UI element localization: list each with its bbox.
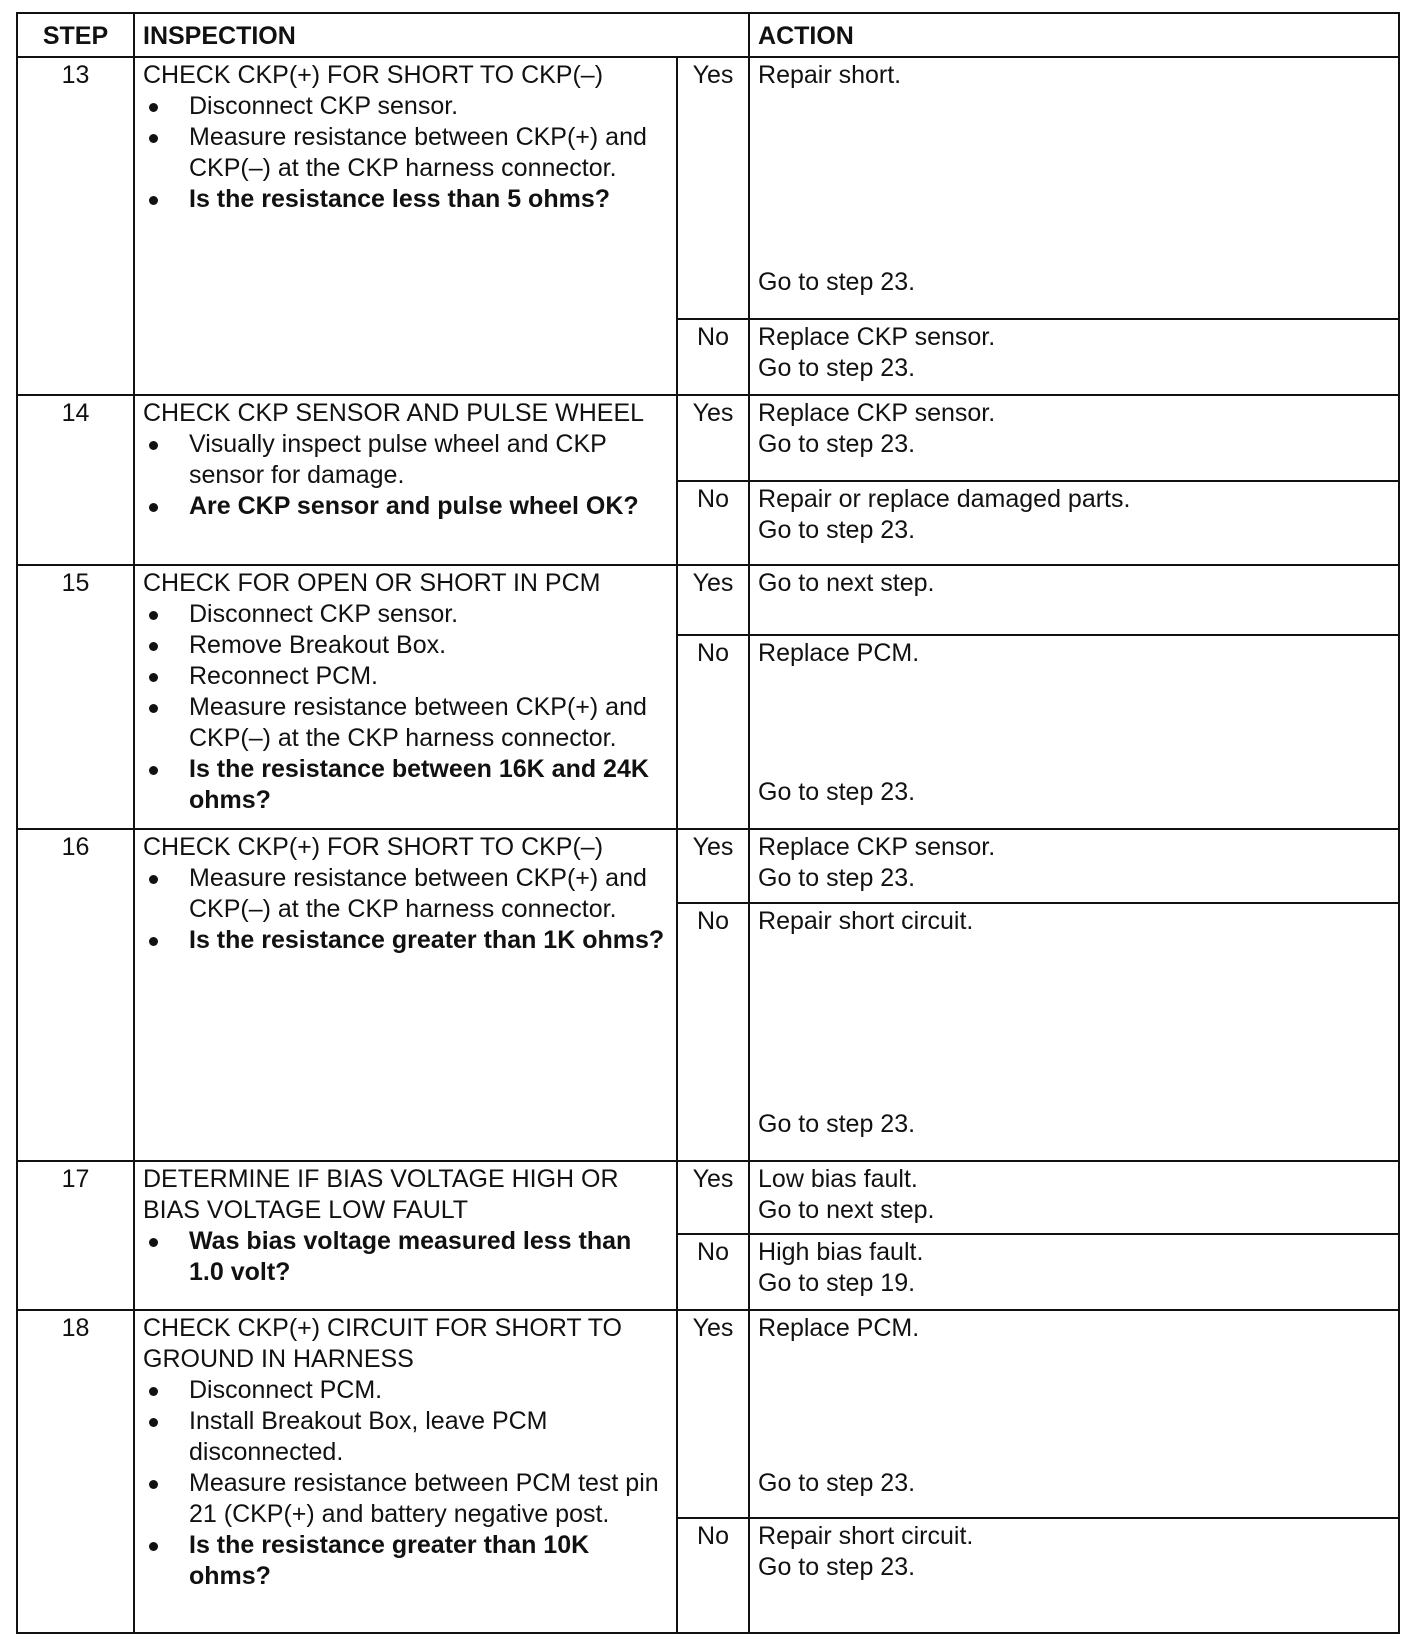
no-action [749,1234,1399,1310]
yes-label: Yes [677,565,749,635]
action-line: Go to step 23. [758,1552,916,1581]
inspection-cell [134,1310,677,1633]
inspection-cell [134,829,677,1161]
action-line: Go to next step. [758,568,935,597]
yes-label: Yes [677,57,749,319]
inspection-bullet: Measure resistance between PCM test pin 21 (CKP(+) and battery negative post. [143,1468,668,1530]
inspection-bullets [143,1375,668,1592]
yes-label: Yes [677,829,749,902]
diagnostic-table [16,12,1400,1634]
inspection-question: Was bias voltage measured less than 1.0 volt? [143,1226,668,1288]
action-line: Low bias fault. [758,1164,918,1193]
inspection-title: CHECK CKP(+) CIRCUIT FOR SHORT TO GROUND IN HARNESS [143,1313,623,1373]
step-number: 16 [17,829,134,1161]
table-row [17,57,1399,319]
table-row [17,829,1399,902]
table-row [17,1310,1399,1518]
action-line: Go to step 19. [758,1269,916,1298]
action-line: Repair short circuit. [758,906,974,935]
inspection-question: Are CKP sensor and pulse wheel OK? [143,491,668,522]
action-line: Go to step 23. [758,515,916,544]
yes-label: Yes [677,1310,749,1518]
inspection-bullet: Reconnect PCM. [143,661,668,692]
action-line: Repair short circuit. [758,1521,974,1550]
header-row [17,13,1399,57]
inspection-cell [134,57,677,395]
inspection-title: CHECK FOR OPEN OR SHORT IN PCM [143,568,601,597]
yes-action [749,57,1399,319]
inspection-question: Is the resistance between 16K and 24K ohms? [143,754,668,816]
inspection-question: Is the resistance less than 5 ohms? [143,184,668,215]
inspection-cell [134,565,677,829]
inspection-bullet: Measure resistance between CKP(+) and CKP(–) at the CKP harness connector. [143,863,668,925]
inspection-title: DETERMINE IF BIAS VOLTAGE HIGH OR BIAS VOLTAGE LOW FAULT [143,1164,619,1224]
no-action [749,319,1399,395]
inspection-bullet: Measure resistance between CKP(+) and CKP(–) at the CKP harness connector. [143,692,668,754]
yes-label: Yes [677,1161,749,1234]
table-row [17,565,1399,635]
table-row [17,395,1399,481]
no-action [749,635,1399,829]
inspection-bullets [143,429,668,522]
inspection-bullet: Visually inspect pulse wheel and CKP sensor for damage. [143,429,668,491]
action-line: Go to step 23. [758,778,916,807]
yes-action [749,395,1399,481]
no-action [749,481,1399,565]
table-row [17,1161,1399,1234]
step-number: 18 [17,1310,134,1633]
inspection-title: CHECK CKP(+) FOR SHORT TO CKP(–) [143,833,604,862]
yes-label: Yes [677,395,749,481]
action-line: Repair short. [758,61,902,89]
inspection-question: Is the resistance greater than 10K ohms? [143,1530,668,1592]
inspection-bullet: Remove Breakout Box. [143,630,668,661]
no-label: No [677,903,749,1161]
inspection-bullet: Disconnect CKP sensor. [143,599,668,630]
inspection-question: Is the resistance greater than 1K ohms? [143,925,668,956]
action-line: Go to step 23. [758,354,916,383]
inspection-cell [134,395,677,565]
inspection-bullet: Disconnect PCM. [143,1375,668,1406]
inspection-bullets [143,1226,668,1288]
inspection-title: CHECK CKP(+) FOR SHORT TO CKP(–) [143,61,604,89]
action-line: Replace CKP sensor. [758,833,996,862]
yes-action [749,1161,1399,1234]
step-column-header: STEP [17,13,134,57]
no-label: No [677,1234,749,1310]
action-column-header: ACTION [749,13,1399,57]
yes-action [749,1310,1399,1518]
no-label: No [677,481,749,565]
inspection-bullets [143,91,668,215]
inspection-bullet: Measure resistance between CKP(+) and CKP(–) at the CKP harness connector. [143,122,668,184]
action-line: Go to step 23. [758,1468,916,1497]
yes-action [749,829,1399,902]
action-line: Go to next step. [758,1195,935,1224]
no-label: No [677,635,749,829]
inspection-bullets [143,863,668,956]
no-action [749,1518,1399,1633]
yes-action [749,565,1399,635]
no-label: No [677,319,749,395]
inspection-cell [134,1161,677,1310]
action-line: Replace PCM. [758,639,920,668]
action-line: Go to step 23. [758,429,916,458]
step-number: 17 [17,1161,134,1310]
action-line: Go to step 23. [758,268,916,296]
action-line: High bias fault. [758,1238,924,1267]
action-line: Repair or replace damaged parts. [758,484,1131,513]
step-number: 13 [17,57,134,395]
inspection-bullet: Install Breakout Box, leave PCM disconnected. [143,1406,668,1468]
action-line: Replace CKP sensor. [758,398,996,427]
action-line: Go to step 23. [758,1109,916,1138]
inspection-column-header: INSPECTION [134,13,749,57]
action-line: Replace PCM. [758,1313,920,1342]
action-line: Go to step 23. [758,864,916,893]
action-line: Replace CKP sensor. [758,323,996,352]
step-number: 14 [17,395,134,565]
no-label: No [677,1518,749,1633]
step-number: 15 [17,565,134,829]
inspection-bullet: Disconnect CKP sensor. [143,91,668,122]
no-action [749,903,1399,1161]
inspection-bullets [143,599,668,816]
inspection-title: CHECK CKP SENSOR AND PULSE WHEEL [143,398,645,427]
